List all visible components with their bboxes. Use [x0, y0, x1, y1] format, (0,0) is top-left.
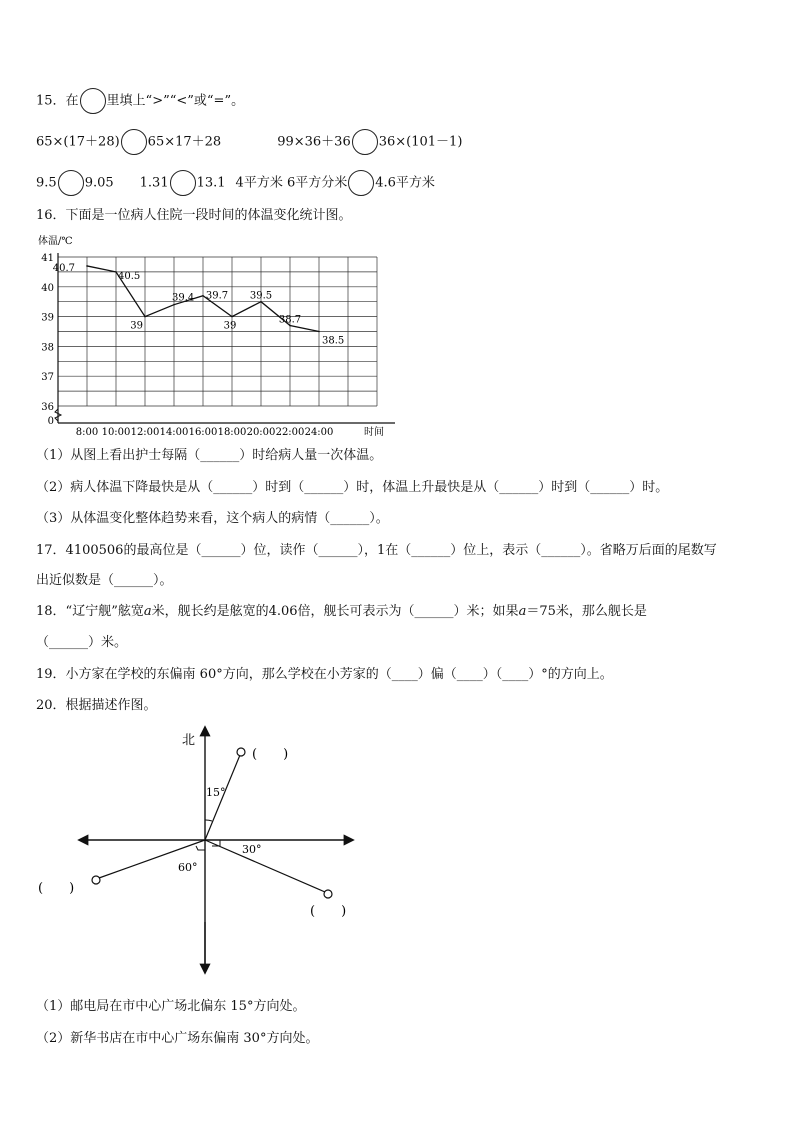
answer-circle[interactable] [121, 129, 147, 155]
x-axis-title: 时间 [364, 427, 384, 438]
chart-grid [58, 257, 377, 406]
y-tick-label: 41 [41, 253, 54, 264]
answer-circle[interactable] [352, 129, 378, 155]
angle-label-30: 30° [242, 843, 262, 856]
q15-r2-a-right: 9.05 [84, 175, 114, 191]
angle-label-60: 60° [178, 861, 198, 874]
q15-r2-c-right: 4.6平方米 [375, 175, 435, 191]
y-tick-label: 39 [41, 312, 54, 324]
temperature-line-chart [30, 230, 410, 442]
x-tick-label: 12:00 [130, 427, 160, 438]
q15-prompt-a: 15．在 [36, 93, 79, 109]
answer-circle[interactable] [170, 170, 196, 196]
answer-circle[interactable] [348, 170, 374, 196]
q15-prompt [36, 88, 244, 114]
x-tick-label: 22:00 [275, 427, 305, 438]
data-point [202, 295, 204, 297]
q18-text-a: 18．“辽宁舰”舷宽 [36, 604, 144, 619]
data-point [231, 316, 233, 318]
q16-sub2: （2）病人体温下降最快是从（______）时到（______）时，体温上升最快是从（______）时到（______）时。 [36, 480, 669, 495]
q16-sub3: （3）从体温变化整体趋势来看，这个病人的病情（______）。 [36, 511, 389, 526]
q16-prompt: 16．下面是一位病人住院一段时间的体温变化统计图。 [36, 208, 352, 223]
q18-var: a [518, 604, 527, 619]
north-label: 北 [182, 733, 196, 748]
q15-r2-c-left: 4平方米 6平方分米 [235, 175, 348, 191]
q15-row1 [36, 129, 462, 155]
q15-prompt-b: 里填上“>”“<”或“=”。 [106, 93, 245, 109]
q15-r2-b-left: 1.31 [139, 175, 169, 191]
x-tick-label: 16:00 [188, 427, 218, 438]
point-marker-se[interactable] [324, 890, 332, 898]
data-point [144, 316, 146, 318]
q15-r2-b-right: 13.1 [196, 175, 226, 191]
angle-arc-15 [205, 820, 212, 821]
chart-ticks [41, 253, 333, 438]
data-point [173, 304, 175, 306]
data-label: 38.5 [322, 335, 345, 347]
x-tick-label: 18:00 [217, 427, 247, 438]
q18-line2: （______）米。 [36, 635, 128, 650]
q18-text-c: ＝75米，那么舰长是 [526, 604, 647, 619]
q16-sub1: （1）从图上看出护士每隔（______）时给病人量一次体温。 [36, 448, 383, 463]
data-label: 38.7 [278, 314, 302, 326]
q17-line2: 出近似数是（______）。 [36, 573, 173, 588]
ray-east-south-30 [205, 840, 325, 892]
data-point [318, 331, 320, 333]
answer-blank-ne[interactable]: ( ) [252, 747, 289, 762]
x-tick-label: 8:00 [75, 427, 99, 438]
x-tick-label: 14:00 [159, 427, 189, 438]
q15-r1-b-right: 36×(101－1) [378, 134, 463, 150]
y-tick-label: 37 [41, 372, 54, 384]
q20-sub2: （2）新华书店在市中心广场东偏南 30°方向处。 [36, 1031, 319, 1046]
x-tick-label: 24:00 [304, 427, 334, 438]
q19-text: 19．小方家在学校的东偏南 60°方向，那么学校在小芳家的（____）偏（____）（____）°的方向上。 [36, 667, 613, 682]
q15-r1-a-left: 65×(17＋28) [36, 134, 120, 150]
q15-r2-a-left: 9.5 [36, 175, 57, 191]
angle-label-15: 15° [206, 786, 226, 799]
data-label: 39.5 [249, 290, 273, 302]
q15-r1-b-left: 99×36＋36 [277, 134, 351, 150]
q15-r1-a-right: 65×17＋28 [147, 134, 222, 150]
answer-circle[interactable] [58, 170, 84, 196]
x-tick-label: 20:00 [246, 427, 276, 438]
q18-text-b: 米，舰长约是舷宽的4.06倍，舰长可表示为（______）米；如果 [151, 604, 519, 619]
y-axis-title: 体温/℃ [38, 236, 73, 247]
data-label: 39.4 [172, 292, 195, 304]
point-marker-sw[interactable] [92, 876, 100, 884]
y-tick-label: 38 [41, 342, 54, 354]
point-marker-ne[interactable] [237, 748, 245, 756]
q20-prompt: 20．根据描述作图。 [36, 698, 157, 713]
y-tick-label: 0 [47, 416, 54, 427]
answer-circle[interactable] [80, 88, 106, 114]
data-label: 39 [130, 320, 143, 332]
y-tick-label: 40 [41, 282, 54, 294]
answer-blank-se[interactable]: ( ) [310, 904, 347, 919]
data-label: 39.7 [205, 290, 229, 302]
q18-var: a [143, 604, 152, 619]
q17-line1: 17．4100506的最高位是（______）位，读作（______），1在（______）位上，表示（______）。省略万后面的尾数写 [36, 543, 717, 558]
q15-row2 [36, 170, 435, 196]
chart-data-labels [53, 263, 345, 347]
direction-diagram [30, 722, 370, 982]
y-tick-label: 36 [41, 402, 54, 413]
q20-sub1: （1）邮电局在市中心广场北偏东 15°方向处。 [36, 999, 306, 1014]
data-label: 39 [223, 320, 237, 332]
q18-line1 [36, 603, 647, 621]
data-point [86, 265, 88, 267]
data-point [115, 271, 117, 273]
data-label: 40.5 [118, 270, 141, 282]
x-tick-label: 10:00 [101, 427, 131, 438]
angle-arc-60 [196, 846, 205, 850]
answer-blank-sw[interactable]: ( ) [38, 881, 75, 896]
data-label: 40.7 [52, 262, 75, 274]
